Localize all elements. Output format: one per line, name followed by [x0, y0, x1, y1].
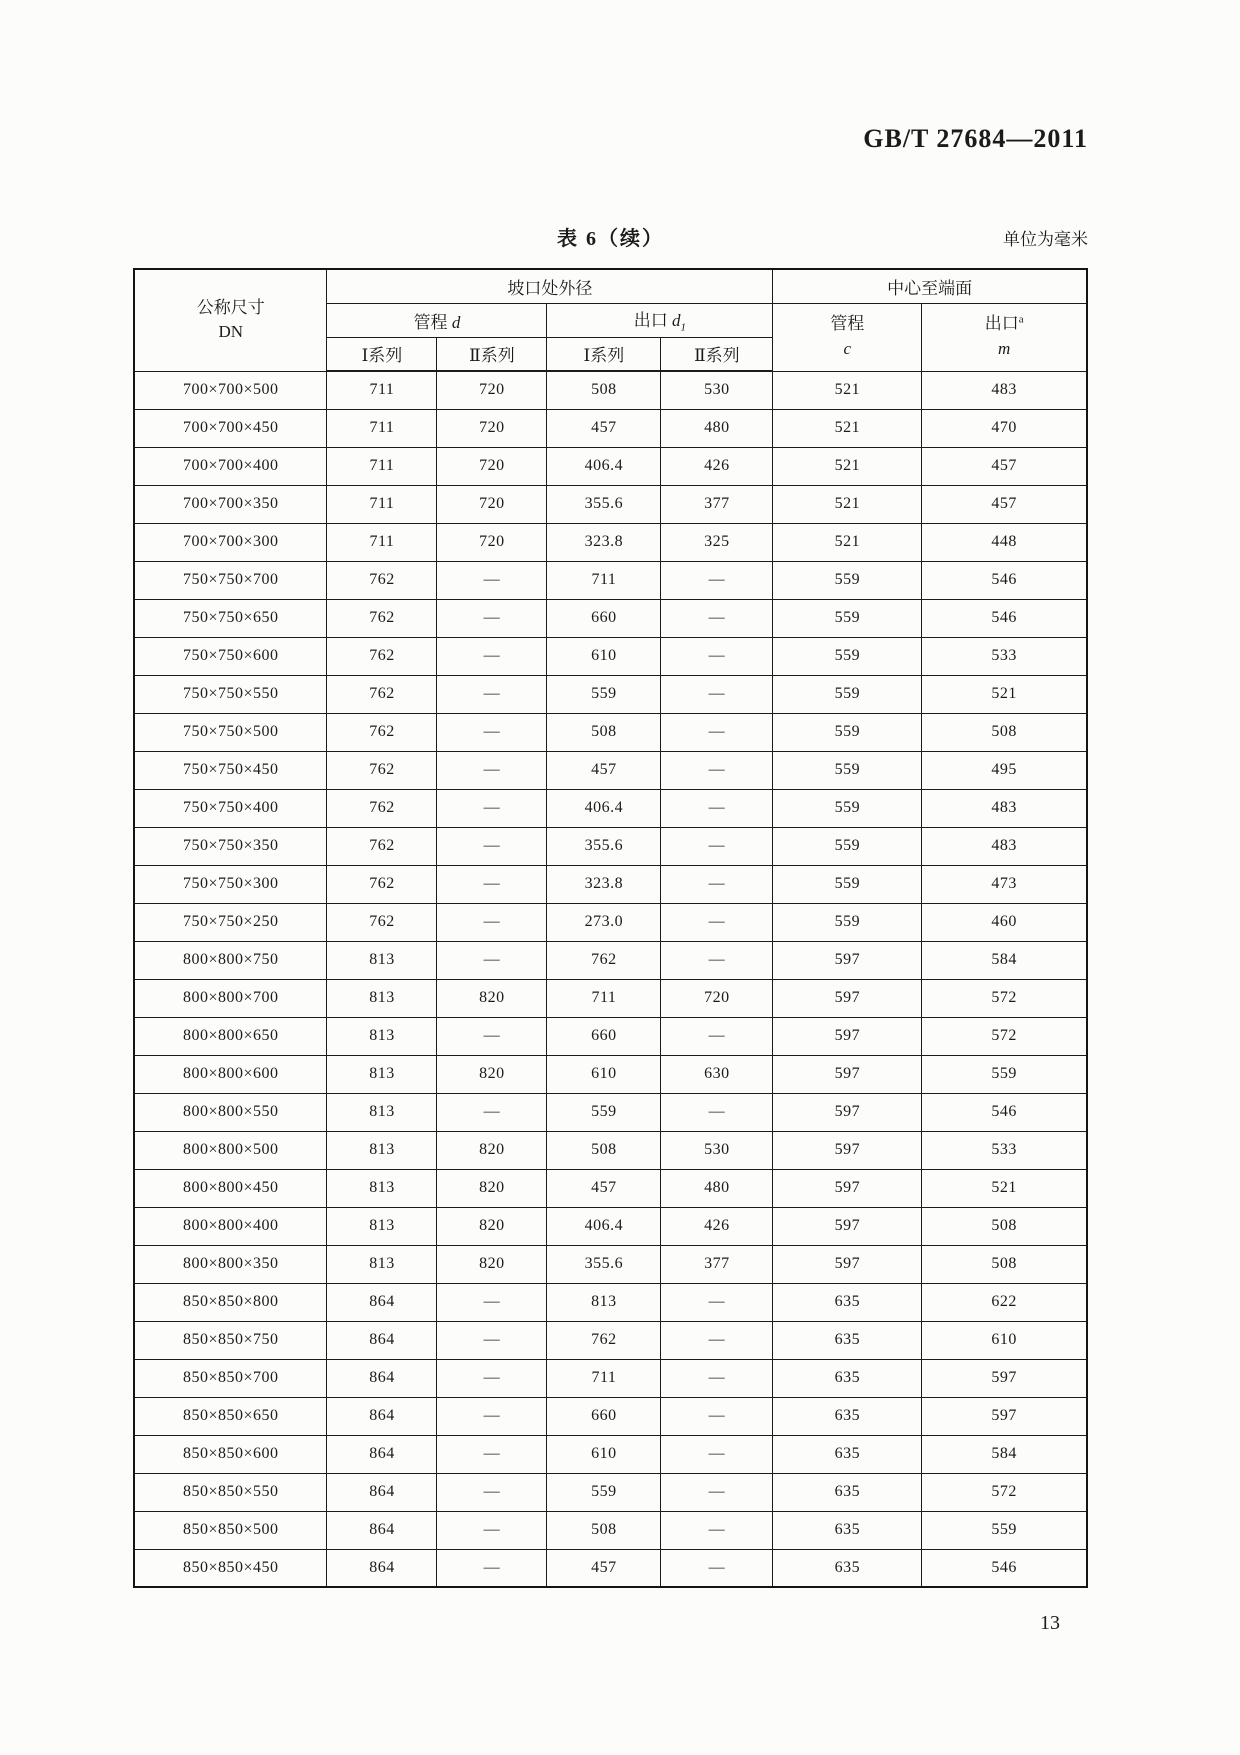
value-cell: 720: [437, 371, 547, 409]
value-cell: —: [661, 827, 773, 865]
header-group-center-to-end: 中心至端面: [773, 269, 1087, 303]
table-row: [134, 865, 1087, 903]
value-cell: 572: [922, 1473, 1087, 1511]
value-cell: 762: [547, 1321, 661, 1359]
value-cell: 813: [327, 1245, 437, 1283]
value-cell: —: [661, 713, 773, 751]
value-cell: 820: [437, 1245, 547, 1283]
value-cell: 864: [327, 1321, 437, 1359]
value-cell: —: [437, 1017, 547, 1055]
value-cell: 508: [547, 713, 661, 751]
value-cell: 864: [327, 1473, 437, 1511]
value-cell: 610: [547, 637, 661, 675]
value-cell: 508: [547, 371, 661, 409]
value-cell: 530: [661, 371, 773, 409]
value-cell: —: [437, 865, 547, 903]
value-cell: 521: [922, 1169, 1087, 1207]
value-cell: 864: [327, 1283, 437, 1321]
value-cell: 864: [327, 1359, 437, 1397]
value-cell: 762: [547, 941, 661, 979]
value-cell: —: [437, 1321, 547, 1359]
table-row: [134, 1397, 1087, 1435]
value-cell: 508: [922, 1245, 1087, 1283]
dn-cell: 850×850×650: [134, 1397, 327, 1435]
table-row: [134, 789, 1087, 827]
header-series-2: Ⅱ系列: [437, 337, 547, 371]
dn-cell: 800×800×500: [134, 1131, 327, 1169]
value-cell: 470: [922, 409, 1087, 447]
value-cell: 622: [922, 1283, 1087, 1321]
value-cell: 521: [773, 523, 922, 561]
header-series-1: Ⅰ系列: [327, 337, 437, 371]
value-cell: 559: [922, 1055, 1087, 1093]
dn-cell: 700×700×300: [134, 523, 327, 561]
value-cell: 480: [661, 409, 773, 447]
dn-cell: 750×750×250: [134, 903, 327, 941]
value-cell: 546: [922, 1549, 1087, 1587]
value-cell: —: [437, 599, 547, 637]
value-cell: 355.6: [547, 485, 661, 523]
header-dn: [134, 269, 327, 371]
value-cell: —: [661, 1511, 773, 1549]
value-cell: —: [661, 1321, 773, 1359]
table-row: [134, 1017, 1087, 1055]
value-cell: 559: [547, 1093, 661, 1131]
value-cell: 820: [437, 1131, 547, 1169]
value-cell: 597: [773, 1207, 922, 1245]
value-cell: 546: [922, 599, 1087, 637]
table-row: [134, 1207, 1087, 1245]
value-cell: —: [661, 1017, 773, 1055]
value-cell: 635: [773, 1435, 922, 1473]
table-row: [134, 941, 1087, 979]
header-dn-code: DN: [218, 322, 244, 342]
table-body: [134, 371, 1087, 1587]
value-cell: 762: [327, 903, 437, 941]
value-cell: 572: [922, 979, 1087, 1017]
value-cell: 559: [773, 561, 922, 599]
table-row: [134, 599, 1087, 637]
value-cell: 762: [327, 713, 437, 751]
value-cell: 720: [437, 485, 547, 523]
dn-cell: 800×800×700: [134, 979, 327, 1017]
value-cell: 546: [922, 561, 1087, 599]
value-cell: 762: [327, 561, 437, 599]
value-cell: —: [661, 1283, 773, 1321]
header-outlet-subscript: 1: [680, 321, 686, 334]
value-cell: —: [661, 1397, 773, 1435]
dn-cell: 850×850×800: [134, 1283, 327, 1321]
dn-cell: 700×700×400: [134, 447, 327, 485]
doc-number: GB/T 27684—2011: [863, 124, 1088, 153]
table-row: [134, 371, 1087, 409]
table-row: [134, 1093, 1087, 1131]
value-cell: 762: [327, 599, 437, 637]
header-dn-label: 公称尺寸: [196, 297, 265, 317]
value-cell: 508: [547, 1511, 661, 1549]
value-cell: —: [661, 599, 773, 637]
value-cell: —: [437, 1093, 547, 1131]
value-cell: —: [661, 637, 773, 675]
dn-cell: 750×750×550: [134, 675, 327, 713]
dn-cell: 850×850×450: [134, 1549, 327, 1587]
header-center-run-c: [773, 303, 922, 371]
value-cell: 762: [327, 675, 437, 713]
value-cell: 559: [547, 675, 661, 713]
value-cell: —: [437, 1473, 547, 1511]
value-cell: —: [437, 941, 547, 979]
header-outlet-d1: [547, 303, 773, 337]
table-row: [134, 827, 1087, 865]
value-cell: 483: [922, 371, 1087, 409]
value-cell: —: [437, 675, 547, 713]
dn-cell: 700×700×350: [134, 485, 327, 523]
value-cell: 597: [922, 1359, 1087, 1397]
header-center-outlet-label: 出口: [984, 314, 1019, 334]
header-center-outlet-m: [922, 303, 1087, 371]
dn-cell: 750×750×400: [134, 789, 327, 827]
value-cell: 711: [327, 523, 437, 561]
header-center-run-symbol: c: [843, 339, 852, 358]
value-cell: 559: [773, 789, 922, 827]
header-run-symbol: d: [451, 312, 461, 332]
value-cell: 508: [547, 1131, 661, 1169]
value-cell: 559: [773, 865, 922, 903]
value-cell: 635: [773, 1473, 922, 1511]
table-row: [134, 675, 1087, 713]
dn-cell: 800×800×450: [134, 1169, 327, 1207]
value-cell: 457: [547, 1169, 661, 1207]
value-cell: 377: [661, 1245, 773, 1283]
value-cell: —: [661, 789, 773, 827]
value-cell: —: [437, 903, 547, 941]
table-header: [134, 269, 1087, 371]
value-cell: 273.0: [547, 903, 661, 941]
value-cell: 635: [773, 1549, 922, 1587]
table-row: [134, 561, 1087, 599]
table-row: [134, 903, 1087, 941]
value-cell: 813: [327, 941, 437, 979]
table-row: [134, 1283, 1087, 1321]
dn-cell: 800×800×400: [134, 1207, 327, 1245]
table-row: [134, 447, 1087, 485]
value-cell: —: [437, 637, 547, 675]
value-cell: 559: [773, 903, 922, 941]
value-cell: —: [661, 1093, 773, 1131]
value-cell: 864: [327, 1397, 437, 1435]
value-cell: —: [437, 751, 547, 789]
dn-cell: 750×750×350: [134, 827, 327, 865]
value-cell: —: [661, 903, 773, 941]
value-cell: 711: [547, 561, 661, 599]
value-cell: —: [437, 1549, 547, 1587]
value-cell: 635: [773, 1359, 922, 1397]
value-cell: 355.6: [547, 1245, 661, 1283]
value-cell: 813: [327, 1131, 437, 1169]
value-cell: 813: [327, 1169, 437, 1207]
header-center-run-label: 管程: [830, 314, 865, 334]
value-cell: —: [437, 713, 547, 751]
value-cell: 559: [773, 827, 922, 865]
value-cell: 559: [773, 599, 922, 637]
value-cell: 457: [922, 447, 1087, 485]
table-row: [134, 751, 1087, 789]
value-cell: 406.4: [547, 447, 661, 485]
value-cell: —: [661, 1435, 773, 1473]
dn-cell: 750×750×600: [134, 637, 327, 675]
value-cell: —: [661, 561, 773, 599]
dn-cell: 850×850×500: [134, 1511, 327, 1549]
header-row-groups: [134, 269, 1087, 303]
value-cell: 864: [327, 1511, 437, 1549]
value-cell: 448: [922, 523, 1087, 561]
table-row: [134, 637, 1087, 675]
header-run-label: 管程: [413, 312, 448, 332]
value-cell: 635: [773, 1511, 922, 1549]
dn-cell: 750×750×700: [134, 561, 327, 599]
table-row: [134, 1169, 1087, 1207]
header-run-d: [327, 303, 547, 337]
value-cell: 597: [773, 1131, 922, 1169]
value-cell: 483: [922, 827, 1087, 865]
value-cell: 508: [922, 1207, 1087, 1245]
table-row: [134, 1473, 1087, 1511]
value-cell: 813: [327, 1207, 437, 1245]
dn-cell: 750×750×650: [134, 599, 327, 637]
table-caption-row: [133, 222, 1088, 254]
value-cell: 720: [661, 979, 773, 1017]
value-cell: 521: [773, 485, 922, 523]
value-cell: 660: [547, 599, 661, 637]
value-cell: 820: [437, 1055, 547, 1093]
value-cell: 406.4: [547, 1207, 661, 1245]
table-row: [134, 1245, 1087, 1283]
dn-cell: 750×750×500: [134, 713, 327, 751]
value-cell: 533: [922, 637, 1087, 675]
table-row: [134, 485, 1087, 523]
dn-cell: 800×800×350: [134, 1245, 327, 1283]
value-cell: 610: [547, 1055, 661, 1093]
dn-cell: 800×800×600: [134, 1055, 327, 1093]
dn-cell: 800×800×650: [134, 1017, 327, 1055]
header-group-bevel-od: 坡口处外径: [327, 269, 773, 303]
value-cell: 559: [773, 751, 922, 789]
value-cell: 762: [327, 751, 437, 789]
table-row: [134, 523, 1087, 561]
value-cell: 597: [773, 1093, 922, 1131]
value-cell: 711: [327, 371, 437, 409]
value-cell: 820: [437, 1207, 547, 1245]
value-cell: 483: [922, 789, 1087, 827]
value-cell: 635: [773, 1283, 922, 1321]
table-row: [134, 1359, 1087, 1397]
value-cell: 559: [547, 1473, 661, 1511]
header-outlet-symbol: $d_1$: [672, 311, 686, 334]
value-cell: 635: [773, 1321, 922, 1359]
value-cell: 813: [327, 979, 437, 1017]
value-cell: —: [661, 1359, 773, 1397]
value-cell: 597: [773, 1017, 922, 1055]
dn-cell: 850×850×550: [134, 1473, 327, 1511]
value-cell: 762: [327, 827, 437, 865]
value-cell: 610: [547, 1435, 661, 1473]
header-outlet-label: 出口: [633, 311, 668, 331]
value-cell: 762: [327, 789, 437, 827]
value-cell: 473: [922, 865, 1087, 903]
value-cell: 820: [437, 979, 547, 1017]
dn-cell: 850×850×600: [134, 1435, 327, 1473]
value-cell: 711: [327, 485, 437, 523]
value-cell: 325: [661, 523, 773, 561]
value-cell: 660: [547, 1397, 661, 1435]
value-cell: 820: [437, 1169, 547, 1207]
dn-cell: 800×800×750: [134, 941, 327, 979]
value-cell: —: [437, 1511, 547, 1549]
value-cell: 610: [922, 1321, 1087, 1359]
value-cell: —: [437, 827, 547, 865]
header-center-outlet-symbol: m: [998, 339, 1011, 358]
value-cell: 521: [773, 447, 922, 485]
value-cell: 597: [773, 1169, 922, 1207]
table-row: [134, 713, 1087, 751]
value-cell: —: [437, 1397, 547, 1435]
table-title: 表 6（续）: [557, 228, 664, 250]
value-cell: 597: [773, 979, 922, 1017]
table-row: [134, 1321, 1087, 1359]
value-cell: 559: [773, 637, 922, 675]
value-cell: 559: [773, 713, 922, 751]
value-cell: 864: [327, 1549, 437, 1587]
dn-cell: 850×850×750: [134, 1321, 327, 1359]
value-cell: 720: [437, 523, 547, 561]
dn-cell: 850×850×700: [134, 1359, 327, 1397]
dn-cell: 750×750×300: [134, 865, 327, 903]
header-series-3: Ⅰ系列: [547, 337, 661, 371]
table-row: [134, 1055, 1087, 1093]
value-cell: 660: [547, 1017, 661, 1055]
value-cell: 597: [773, 1245, 922, 1283]
dn-cell: 750×750×450: [134, 751, 327, 789]
table-row: [134, 409, 1087, 447]
value-cell: 559: [922, 1511, 1087, 1549]
value-cell: 635: [773, 1397, 922, 1435]
value-cell: 521: [922, 675, 1087, 713]
value-cell: 572: [922, 1017, 1087, 1055]
value-cell: 720: [437, 409, 547, 447]
value-cell: 720: [437, 447, 547, 485]
value-cell: 597: [773, 941, 922, 979]
value-cell: 584: [922, 1435, 1087, 1473]
value-cell: 495: [922, 751, 1087, 789]
dimension-table: [133, 268, 1088, 1588]
table-row: [134, 1511, 1087, 1549]
value-cell: —: [437, 1359, 547, 1397]
value-cell: 460: [922, 903, 1087, 941]
value-cell: 457: [547, 1549, 661, 1587]
value-cell: 711: [327, 409, 437, 447]
value-cell: —: [437, 1283, 547, 1321]
value-cell: 521: [773, 409, 922, 447]
value-cell: —: [661, 941, 773, 979]
value-cell: 559: [773, 675, 922, 713]
table-row: [134, 1435, 1087, 1473]
value-cell: 813: [327, 1017, 437, 1055]
value-cell: 762: [327, 865, 437, 903]
value-cell: 711: [547, 979, 661, 1017]
value-cell: 864: [327, 1435, 437, 1473]
value-cell: 426: [661, 1207, 773, 1245]
value-cell: 813: [327, 1055, 437, 1093]
unit-note: 单位为毫米: [1003, 230, 1088, 249]
page-number: 13: [1040, 1612, 1060, 1634]
value-cell: 546: [922, 1093, 1087, 1131]
value-cell: 355.6: [547, 827, 661, 865]
value-cell: 630: [661, 1055, 773, 1093]
header-series-4: Ⅱ系列: [661, 337, 773, 371]
value-cell: —: [661, 675, 773, 713]
value-cell: 377: [661, 485, 773, 523]
value-cell: 711: [547, 1359, 661, 1397]
value-cell: 521: [773, 371, 922, 409]
value-cell: 508: [922, 713, 1087, 751]
value-cell: 457: [547, 751, 661, 789]
dn-cell: 700×700×500: [134, 371, 327, 409]
table-row: [134, 1131, 1087, 1169]
value-cell: 813: [547, 1283, 661, 1321]
header-footnote-marker: a: [1018, 313, 1024, 326]
value-cell: —: [661, 1473, 773, 1511]
value-cell: 457: [547, 409, 661, 447]
value-cell: —: [661, 751, 773, 789]
value-cell: 597: [773, 1055, 922, 1093]
table-row: [134, 979, 1087, 1017]
value-cell: 597: [922, 1397, 1087, 1435]
value-cell: 584: [922, 941, 1087, 979]
value-cell: 426: [661, 447, 773, 485]
value-cell: —: [661, 1549, 773, 1587]
value-cell: 711: [327, 447, 437, 485]
value-cell: 533: [922, 1131, 1087, 1169]
value-cell: —: [437, 1435, 547, 1473]
value-cell: 480: [661, 1169, 773, 1207]
dn-cell: 800×800×550: [134, 1093, 327, 1131]
value-cell: 323.8: [547, 523, 661, 561]
dn-cell: 700×700×450: [134, 409, 327, 447]
value-cell: —: [437, 561, 547, 599]
value-cell: 457: [922, 485, 1087, 523]
value-cell: 762: [327, 637, 437, 675]
value-cell: 813: [327, 1093, 437, 1131]
value-cell: —: [661, 865, 773, 903]
value-cell: 530: [661, 1131, 773, 1169]
value-cell: —: [437, 789, 547, 827]
table-row: [134, 1549, 1087, 1587]
value-cell: 406.4: [547, 789, 661, 827]
value-cell: 323.8: [547, 865, 661, 903]
